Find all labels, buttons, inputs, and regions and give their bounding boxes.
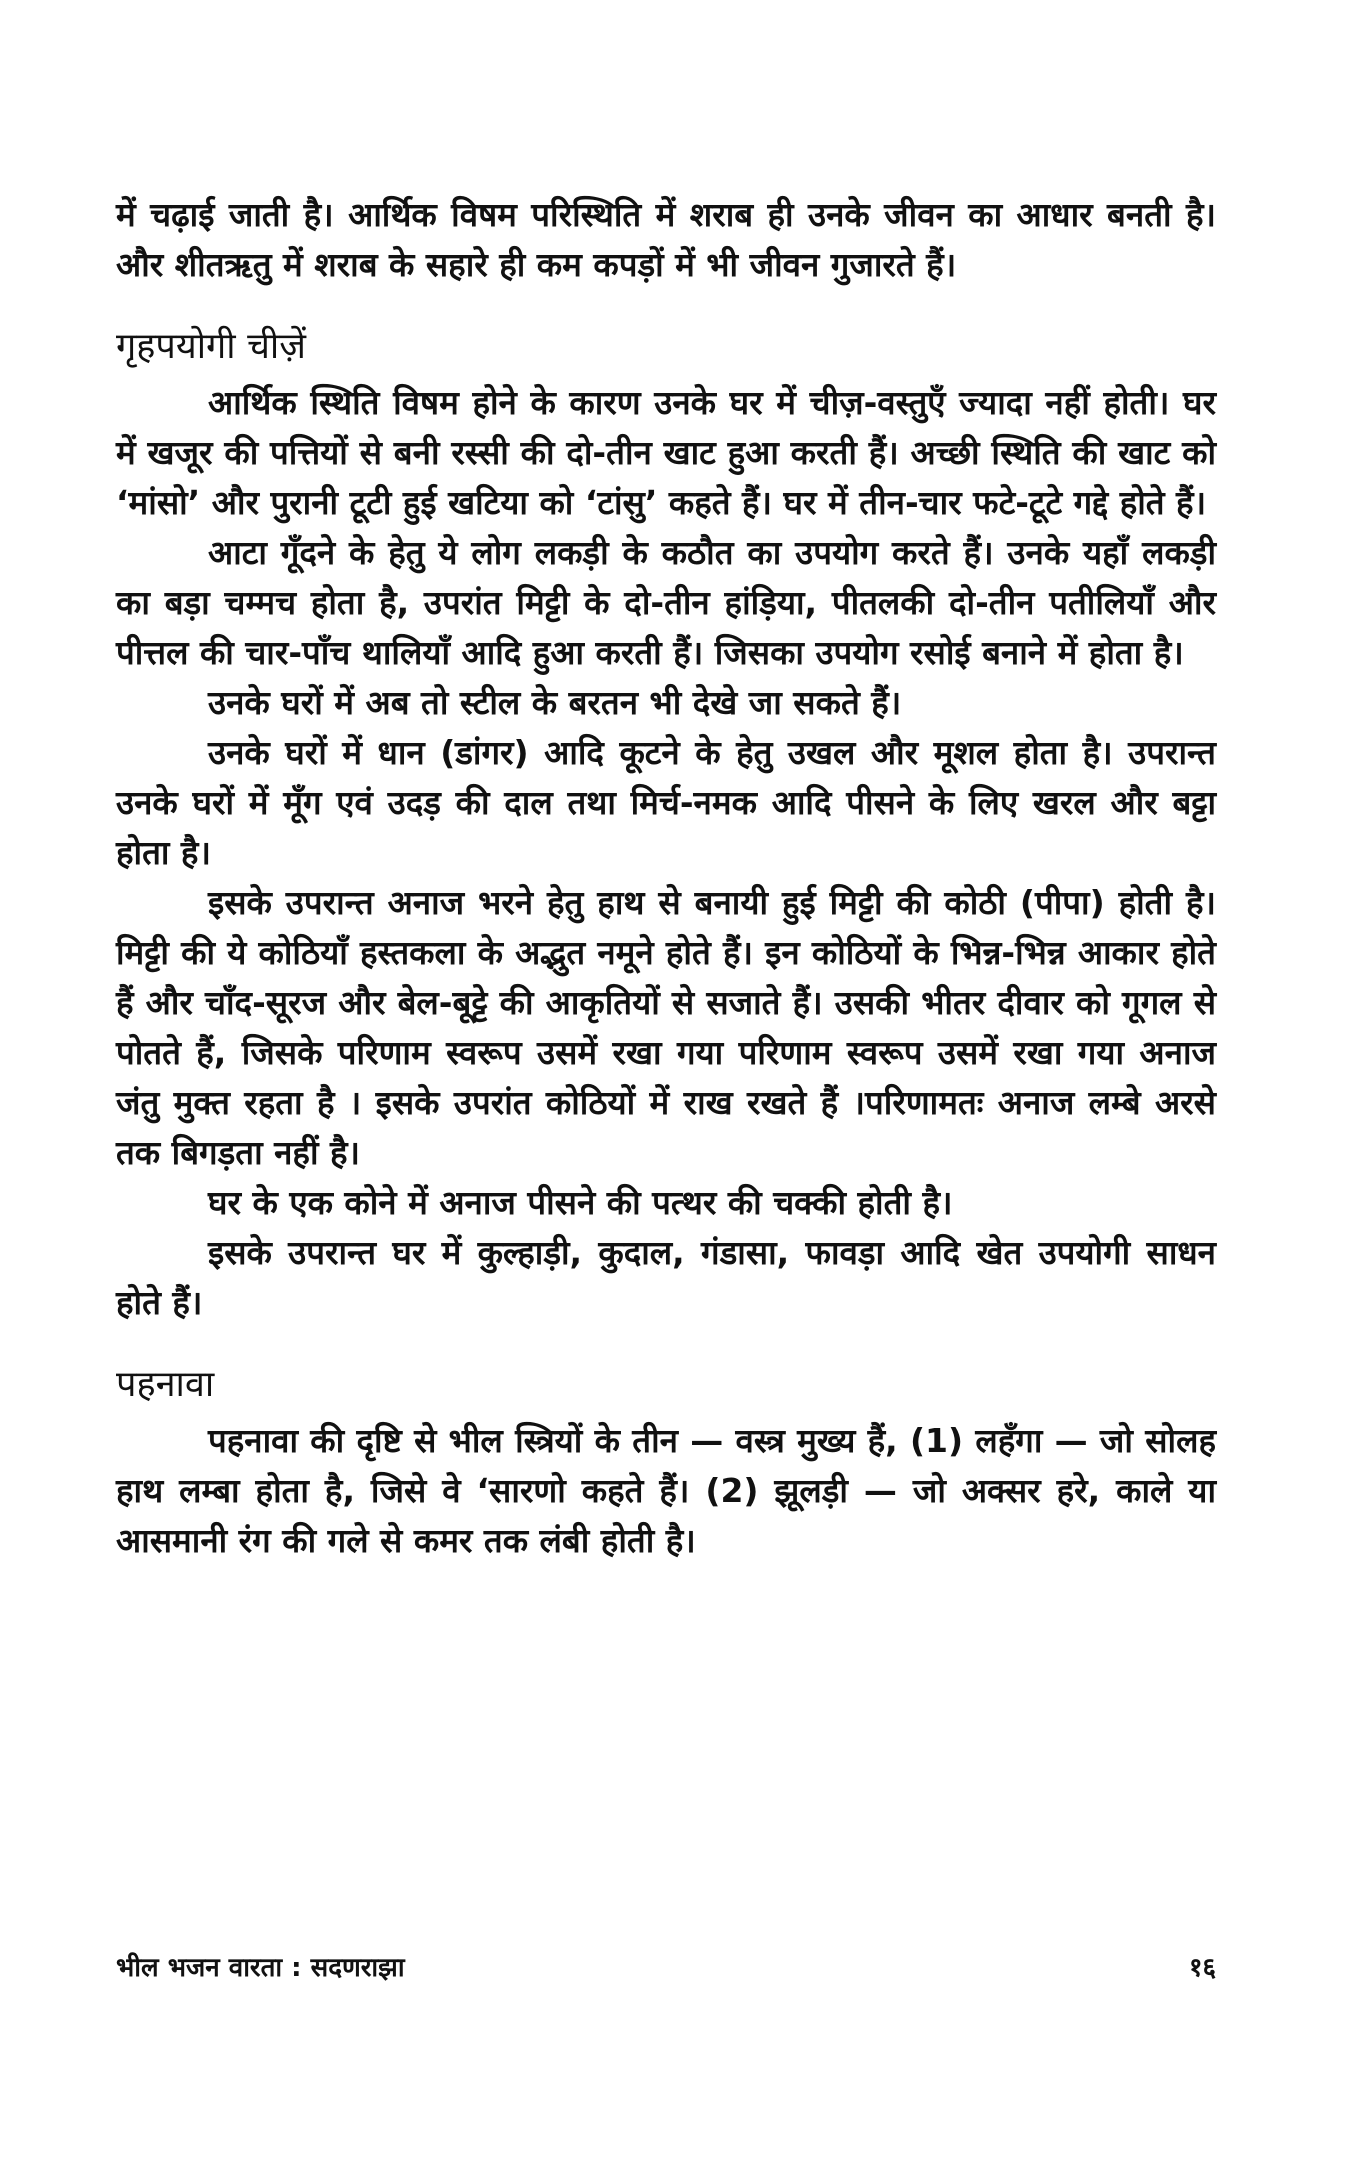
paragraph: घर के एक कोने में अनाज पीसने की पत्थर की चक्की होती है। <box>208 1183 953 1222</box>
section-heading-clothing: पहनावा <box>116 1364 215 1405</box>
paragraph: आटा गूँदने के हेतु ये लोग लकड़ी के कठौत का उपयोग करते हैं। उनके यहाँ लकड़ी का बड़ा चम्मच होता है, उपरांत मिट्टी के दो-तीन हांड़िया, पीतलकी दो-तीन पतीलियाँ और पीत्तल की चार-पाँच थालियाँ आदि हुआ करती हैं। जिसका उपयोग रसोई बनाने में होता है। <box>116 533 1216 672</box>
section-heading-household-items: गृहपयोगी चीज़ें <box>116 326 306 367</box>
page-body <box>116 190 1216 1566</box>
paragraph: इसके उपरान्त घर में कुल्हाड़ी, कुदाल, गंडासा, फावड़ा आदि खेत उपयोगी साधन होते हैं। <box>116 1233 1216 1322</box>
intro-paragraph: में चढ़ाई जाती है। आर्थिक विषम परिस्थिति में शराब ही उनके जीवन का आधार बनती है। और शीतऋतु में शराब के सहारे ही कम कपड़ों में भी जीवन गुजारते हैं। <box>116 195 1216 284</box>
paragraph: उनके घरों में धान (डांगर) आदि कूटने के हेतु उखल और मूशल होता है। उपरान्त उनके घरों में मूँग एवं उदड़ की दाल तथा मिर्च-नमक आदि पीसने के लिए खरल और बट्टा होता है। <box>116 733 1216 872</box>
page-footer <box>116 1948 1216 1984</box>
paragraph: आर्थिक स्थिति विषम होने के कारण उनके घर में चीज़-वस्तुएँ ज्यादा नहीं होती। घर में खजूर की पत्तियों से बनी रस्सी की दो-तीन खाट हुआ करती हैं। अच्छी स्थिति की खाट को ‘मांसो’ और पुरानी टूटी हुई खटिया को ‘टांसु’ कहते हैं। घर में तीन-चार फटे-टूटे गद्दे होते हैं। <box>116 383 1216 522</box>
paragraph: पहनावा की दृष्टि से भील स्त्रियों के तीन — वस्त्र मुख्य हैं, (1) लहँगा — जो सोलह हाथ लम्बा होता है, जिसे वे ‘सारणो कहते हैं। (2) झूलड़ी — जो अक्सर हरे, काले या आसमानी रंग की गले से कमर तक लंबी होती है। <box>116 1421 1216 1560</box>
paragraph: इसके उपरान्त अनाज भरने हेतु हाथ से बनायी हुई मिट्टी की कोठी (पीपा) होती है। मिट्टी की ये कोठियाँ हस्तकला के अद्भुत नमूने होते हैं। इन कोठियों के भिन्न-भिन्न आकार होते हैं और चाँद-सूरज और बेल-बूट्टे की आकृतियों से सजाते हैं। उसकी भीतर दीवार को गूगल से पोतते हैं, जिसके परिणाम स्वरूप उसमें रखा गया परिणाम स्वरूप उसमें रखा गया अनाज जंतु मुक्त रहता है । इसके उपरांत कोठियों में राख रखते हैं ।परिणामतः अनाज लम्बे अरसे तक बिगड़ता नहीं है। <box>116 883 1216 1172</box>
footer-book-title: भील भजन वारता : सदणराझा <box>116 1953 405 1983</box>
paragraph: उनके घरों में अब तो स्टील के बरतन भी देखे जा सकते हैं। <box>208 683 902 722</box>
footer-page-number: १६ <box>1188 1953 1216 1983</box>
